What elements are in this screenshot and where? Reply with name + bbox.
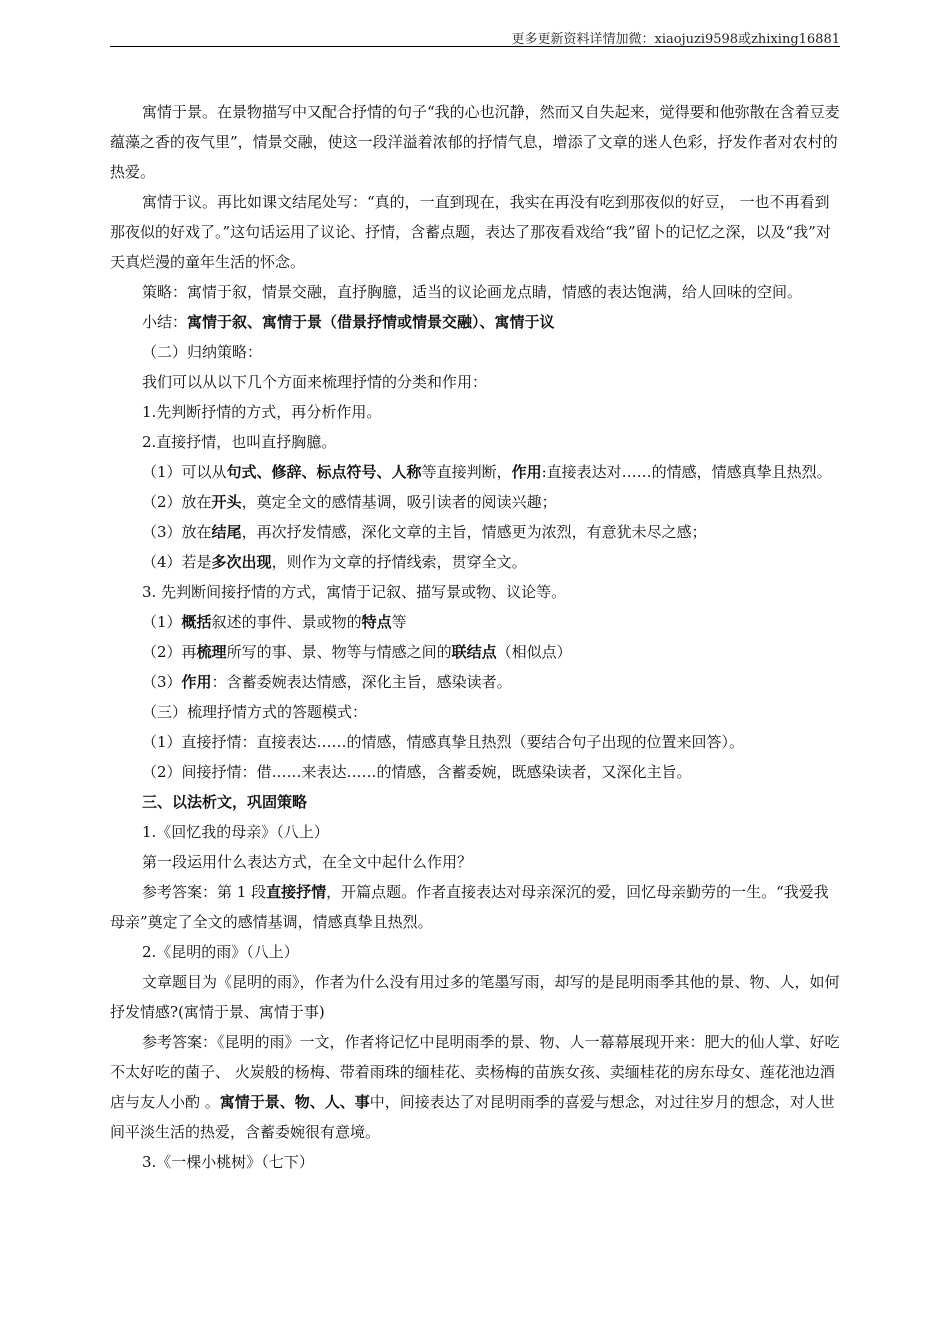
question-3-title: 3.《一棵小桃树》（七下） xyxy=(142,1153,314,1171)
question-2-answer xyxy=(110,1027,840,1147)
question-2-prompt: 文章题目为《昆明的雨》，作者为什么没有用过多的笔墨写雨，却写的是昆明雨季其他的景、物、人，如何抒发情感?(寓情于景、寓情于事) xyxy=(110,973,840,1021)
bold-text: 联结点 xyxy=(451,643,497,661)
text: （1） xyxy=(142,613,182,631)
text: （相似点） xyxy=(496,643,572,661)
indirect-item-2 xyxy=(110,637,840,667)
question-1-answer xyxy=(110,877,840,937)
text: ，再次抒发情感，深化文章的主旨，情感更为浓烈，有意犹未尽之感； xyxy=(241,523,707,541)
text: （3） xyxy=(142,673,182,691)
text: （3）放在 xyxy=(142,523,212,541)
text: 叙述的事件、景或物的 xyxy=(211,613,362,631)
bold-text: 开头 xyxy=(211,493,242,511)
direct-item-4 xyxy=(110,547,840,577)
section-2-intro: 我们可以从以下几个方面来梳理抒情的分类和作用： xyxy=(142,373,488,391)
bold-text: 作用 xyxy=(181,673,212,691)
bold-text: 句式、修辞、标点符号、人称 xyxy=(226,463,422,481)
text: ，则作为文章的抒情线索，贯穿全文。 xyxy=(271,553,527,571)
list-item-1: 1.先判断抒情的方式，再分析作用。 xyxy=(142,403,382,421)
indirect-item-1 xyxy=(110,607,840,637)
text: ，开篇点题。作者直接表达对母亲深沉的爱，回忆母亲勤劳的一生。“我爱我母亲”奠定了全文的感情基调，情感真挚且热烈。 xyxy=(110,883,829,931)
text: ：含蓄委婉表达情感，深化主旨，感染读者。 xyxy=(211,673,512,691)
summary-line xyxy=(110,307,840,337)
page-header: 更多更新资料详情加微：xiaojuzi9598或zhixing16881 xyxy=(511,32,840,47)
direct-item-2 xyxy=(110,487,840,517)
text: 中，间接表达了对昆明雨季的喜爱与想念，对过往岁月的想念，对人世间平淡生活的热爱，含蓄委婉很有意境。 xyxy=(110,1093,835,1141)
paragraph-strategy: 策略：寓情于叙，情景交融，直抒胸臆，适当的议论画龙点睛，情感的表达饱满，给人回味的空间。 xyxy=(142,283,803,301)
text: （1）可以从 xyxy=(142,463,227,481)
text: 参考答案：第 1 段 xyxy=(142,883,267,901)
text: 等 xyxy=(391,613,407,631)
bold-text: 梳理 xyxy=(196,643,227,661)
answer-mode-1: （1）直接抒情：直接表达……的情感，情感真挚且热烈（要结合句子出现的位置来回答）。 xyxy=(142,733,745,751)
document-body xyxy=(110,97,840,1177)
text: :直接表达对……的情感，情感真挚且热烈。 xyxy=(541,463,832,481)
summary-label: 小结： xyxy=(142,313,188,331)
bold-text: 作用 xyxy=(511,463,542,481)
text: （2）放在 xyxy=(142,493,212,511)
section-3-title: （三）梳理抒情方式的答题模式： xyxy=(142,703,368,721)
bold-text: 寓情于景、物、人、事 xyxy=(219,1093,370,1111)
section-2-title: （二）归纳策略： xyxy=(142,343,263,361)
text: （2）再 xyxy=(142,643,197,661)
indirect-item-3 xyxy=(110,667,840,697)
text: 等直接判断， xyxy=(421,463,512,481)
bold-text: 概括 xyxy=(181,613,212,631)
answer-mode-2: （2）间接抒情：借……来表达……的情感，含蓄委婉，既感染读者，又深化主旨。 xyxy=(142,763,692,781)
header-divider xyxy=(110,46,840,47)
question-1-prompt: 第一段运用什么表达方式，在全文中起什么作用？ xyxy=(142,853,473,871)
text: （4）若是 xyxy=(142,553,212,571)
text: 所写的事、景、物等与情感之间的 xyxy=(226,643,452,661)
paragraph-scenery: 寓情于景。在景物描写中又配合抒情的句子“我的心也沉静，然而又自失起来，觉得要和他弥散在含着豆麦蕴藻之香的夜气里”，情景交融，使这一段洋溢着浓郁的抒情气息，增添了文章的迷人色彩，抒发作者对农村的热爱。 xyxy=(110,103,840,181)
bold-text: 多次出现 xyxy=(211,553,272,571)
list-item-2: 2.直接抒情，也叫直抒胸臆。 xyxy=(142,433,337,451)
bold-text: 直接抒情 xyxy=(266,883,327,901)
summary-bold: 寓情于叙、寓情于景（借景抒情或情景交融）、寓情于议 xyxy=(187,313,555,331)
part-3-heading: 三、以法析文，巩固策略 xyxy=(142,793,308,811)
list-item-3: 3. 先判断间接抒情的方式，寓情于记叙、描写景或物、议论等。 xyxy=(142,583,567,601)
text: ，奠定全文的感情基调，吸引读者的阅读兴趣； xyxy=(241,493,557,511)
bold-text: 结尾 xyxy=(211,523,242,541)
direct-item-3 xyxy=(110,517,840,547)
question-2-title: 2.《昆明的雨》（八上） xyxy=(142,943,299,961)
bold-text: 特点 xyxy=(361,613,392,631)
text: 参考答案：《昆明的雨》一文，作者将记忆中昆明雨季的景、物、人一幕幕展现开来：肥大的仙人掌、好吃不太好吃的菌子、 火炭般的杨梅、带着雨珠的缅桂花、卖杨梅的苗族女孩、卖缅桂花的房东母女、莲花池边酒店与友人小酌 。 xyxy=(110,1033,840,1111)
question-1-title: 1.《回忆我的母亲》（八上） xyxy=(142,823,329,841)
direct-item-1 xyxy=(110,457,840,487)
paragraph-argument: 寓情于议。再比如课文结尾处写：“真的，一直到现在，我实在再没有吃到那夜似的好豆， 一也不再看到那夜似的好戏了。”这句话运用了议论、抒情，含蓄点题，表达了那夜看戏给“我”留卜的记忆之深，以及“我”对天真烂漫的童年生活的怀念。 xyxy=(110,193,831,271)
